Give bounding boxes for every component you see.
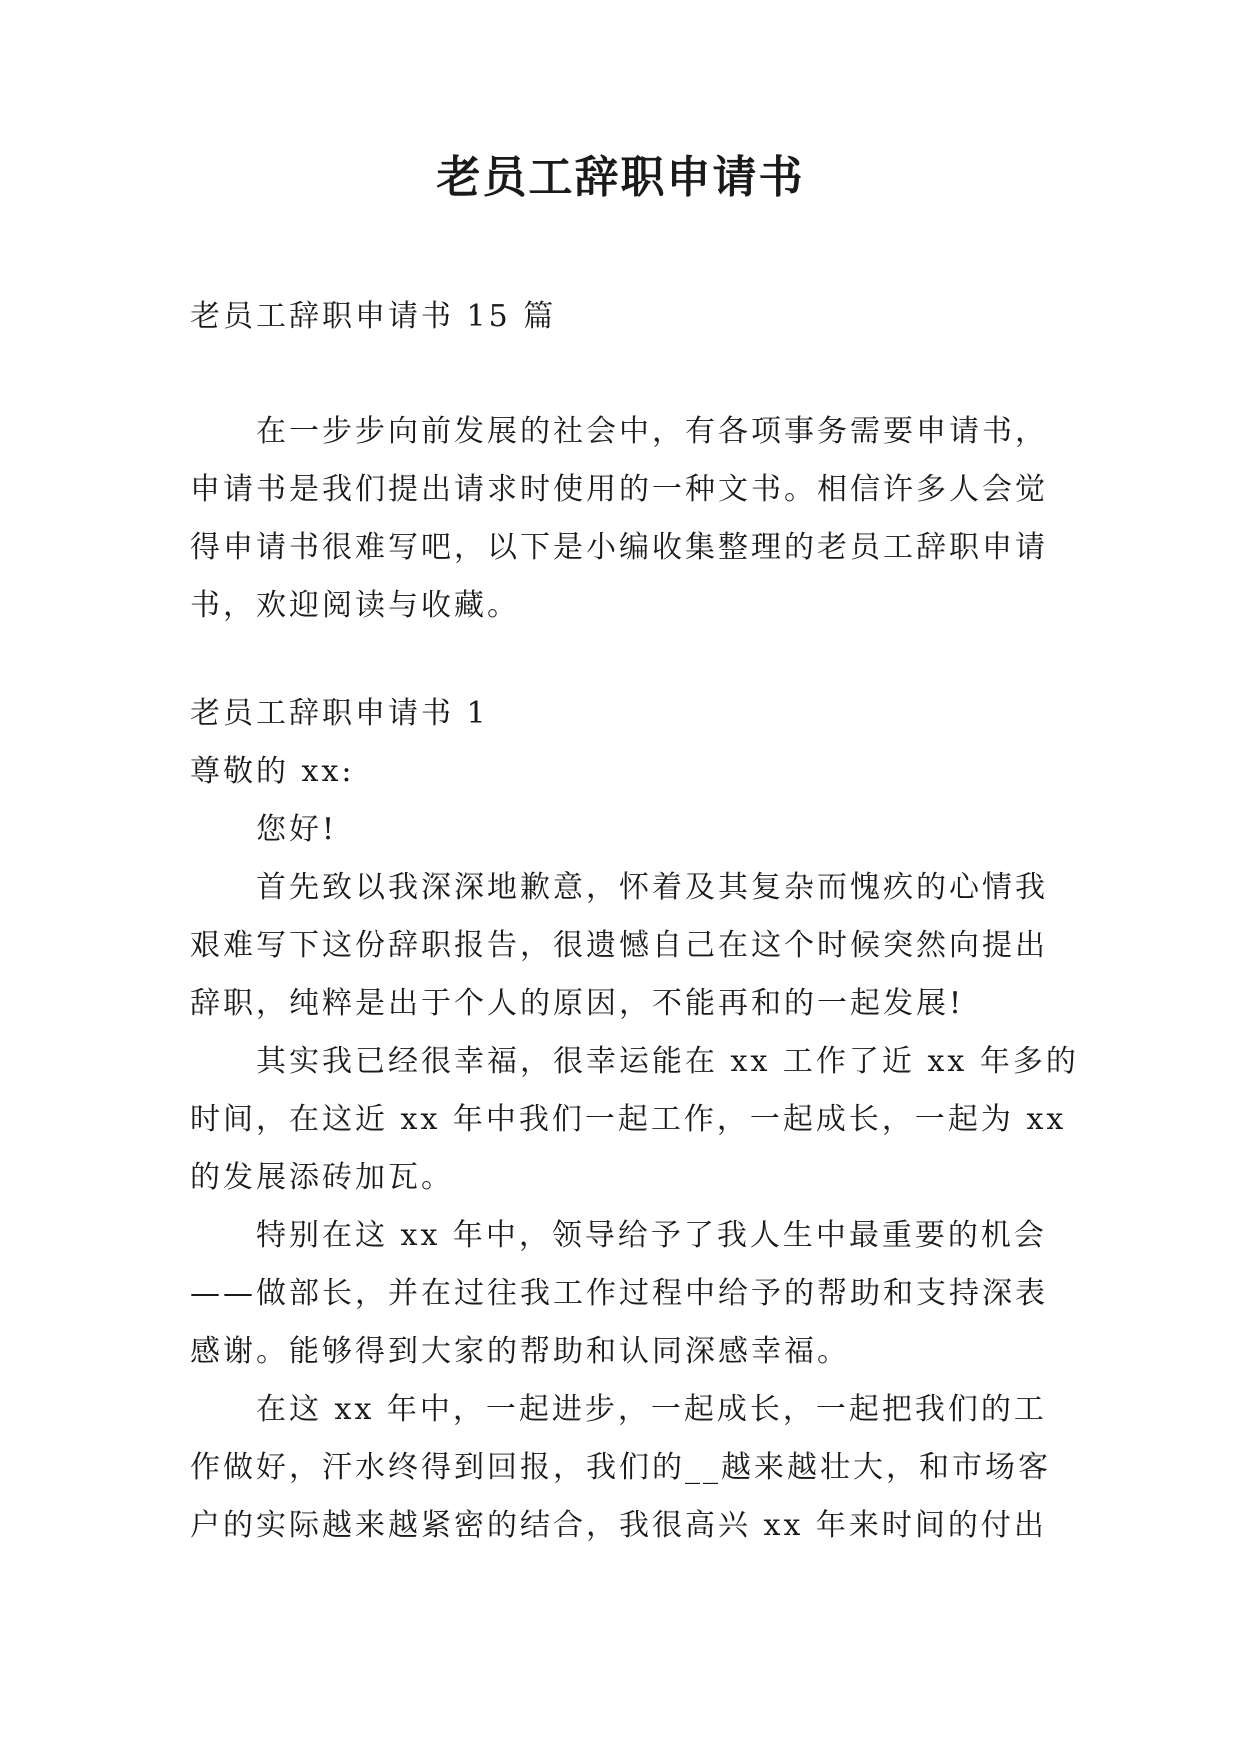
paragraph-line: 时间，在这近 xx 年中我们一起工作，一起成长，一起为 xx — [190, 1102, 1067, 1137]
document-subtitle — [190, 288, 1055, 346]
paragraph-line: 特别在这 xx 年中，领导给予了我人生中最重要的机会 — [256, 1218, 1047, 1253]
intro-line: 在一步步向前发展的社会中，有各项事务需要申请书， — [256, 414, 1048, 449]
paragraph-line: 感谢。能够得到大家的帮助和认同深感幸福。 — [190, 1334, 850, 1369]
paragraph-line: 辞职，纯粹是出于个人的原因，不能再和的一起发展! — [190, 986, 965, 1021]
paragraph-line: 首先致以我深深地歉意，怀着及其复杂而愧疚的心情我 — [256, 870, 1048, 905]
paragraph-line: 艰难写下这份辞职报告，很遗憾自己在这个时候突然向提出 — [190, 928, 1048, 963]
intro-line: 书，欢迎阅读与收藏。 — [190, 588, 520, 623]
subtitle-line: 老员工辞职申请书 15 篇 — [190, 299, 557, 334]
intro-line: 得申请书很难写吧，以下是小编收集整理的老员工辞职申请 — [190, 530, 1048, 565]
paragraph-line: 在这 xx 年中，一起进步，一起成长，一起把我们的工 — [256, 1392, 1047, 1427]
intro-line: 申请书是我们提出请求时使用的一种文书。相信许多人会觉 — [190, 472, 1048, 507]
paragraph-line: 作做好，汗水终得到回报，我们的__越来越壮大，和市场客 — [190, 1450, 1051, 1485]
paragraph-line: 户的实际越来越紧密的结合，我很高兴 xx 年来时间的付出 — [190, 1508, 1047, 1543]
document-title: 老员工辞职申请书 — [436, 152, 805, 203]
paragraph-line: 的发展添砖加瓦。 — [190, 1160, 454, 1195]
letter-salutation: 尊敬的 xx: — [190, 754, 355, 789]
paragraph-line: ——做部长，并在过往我工作过程中给予的帮助和支持深表 — [190, 1276, 1048, 1311]
letter-body — [190, 685, 1079, 1555]
paragraph-line: 其实我已经很幸福，很幸运能在 xx 工作了近 xx 年多的 — [256, 1044, 1079, 1079]
intro-paragraph — [190, 403, 1055, 635]
letter-greeting: 您好! — [256, 812, 338, 847]
letter-heading: 老员工辞职申请书 1 — [190, 696, 489, 731]
